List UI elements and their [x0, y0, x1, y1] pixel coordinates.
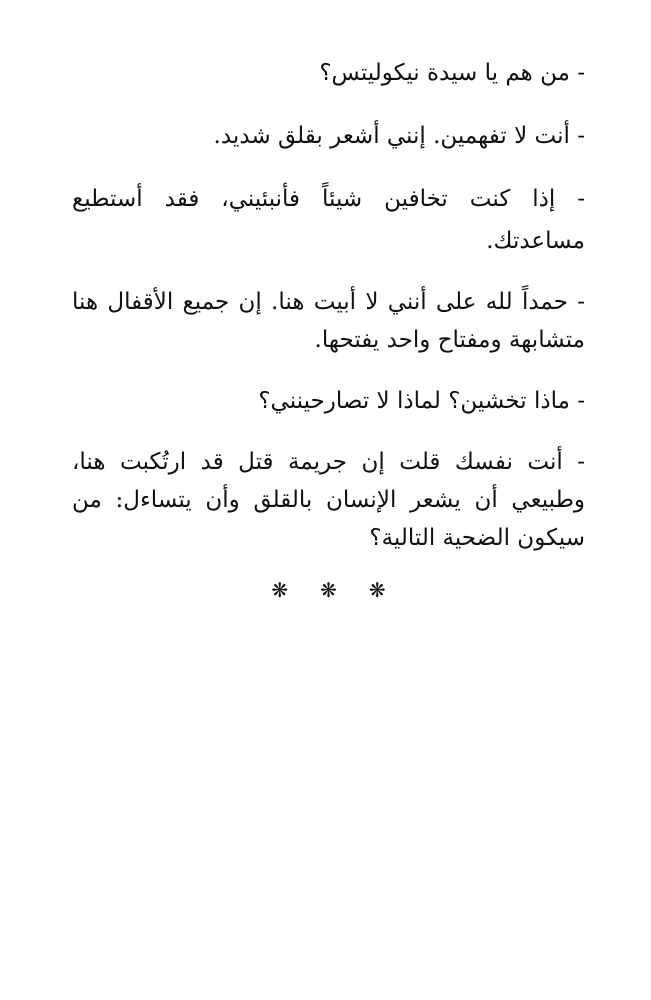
dialogue-line-2: - أنت لا تفهمين. إنني أشعر بقلق شديد.: [213, 123, 585, 149]
section-separator: [72, 578, 585, 602]
book-page: [72, 52, 585, 602]
separator-star-icon: ❋: [271, 578, 289, 602]
separator-star-icon: ❋: [320, 578, 337, 602]
dialogue-line-3: - إذا كنت تخافين شيئاً فأنبئيني، فقد أستطيع مساعدتك.: [72, 186, 585, 254]
separator-star-icon: ❋: [368, 578, 386, 602]
dialogue-line-1: - من هم يا سيدة نيكوليتس؟: [319, 60, 585, 86]
dialogue-line-6: - أنت نفسك قلت إن جريمة قتل قد ارتُكبت هنا، وطبيعي أن يشعر الإنسان بالقلق وأن يتساءل: من سيكون الضحية التالية؟: [72, 449, 585, 551]
dialogue-line-5: - ماذا تخشين؟ لماذا لا تصارحينني؟: [258, 388, 585, 414]
dialogue-line-4: - حمداً لله على أنني لا أبيت هنا. إن جميع الأقفال هنا متشابهة ومفتاح واحد يفتحها.: [72, 289, 585, 353]
